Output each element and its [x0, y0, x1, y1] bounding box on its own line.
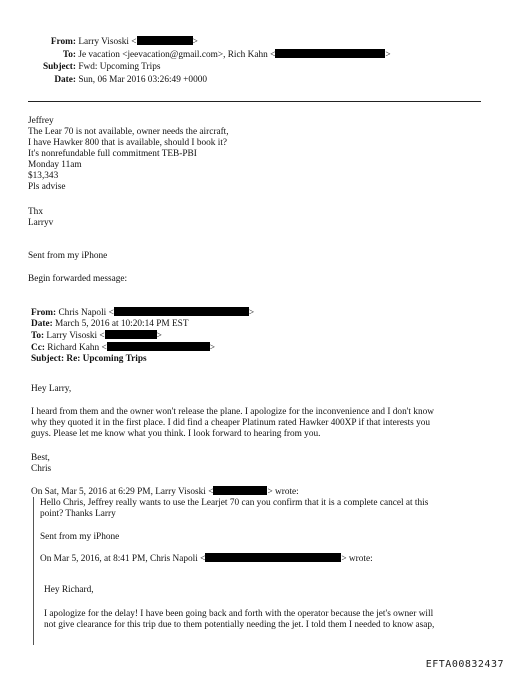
paragraph-line: I heard from them and the owner won't release the plane. I apologize for the inconvenience and I don't know [31, 407, 434, 417]
sent-from-iphone: Sent from my iPhone [28, 251, 108, 261]
header-from-label: From: [50, 37, 76, 47]
header-date-label: Date: [54, 75, 76, 85]
header-date-value: Sun, 06 Mar 2016 03:26:49 +0000 [78, 75, 208, 85]
quoted-block [40, 498, 428, 520]
fwd-to-value: Larry Visoski < [46, 331, 105, 341]
header-to-close: > [385, 50, 391, 60]
header-divider [28, 101, 481, 102]
header-subject-value: Fwd: Upcoming Trips [78, 62, 161, 72]
quote-bar [33, 497, 34, 645]
body-line: I have Hawker 800 that is available, should I book it? [28, 138, 228, 148]
greeting: Hey Larry, [31, 384, 72, 394]
on-sat-suffix: > wrote: [267, 487, 299, 497]
fwd-header [31, 307, 254, 365]
body-line: $13,343 [28, 171, 59, 181]
on-mar-prefix: On Mar 5, 2016, at 8:41 PM, Chris Napoli < [40, 554, 206, 564]
signoff-block [28, 207, 53, 229]
final-paragraph [44, 609, 434, 631]
best-line: Chris [31, 464, 52, 474]
header-from-close: > [192, 37, 198, 47]
paragraph-line: why they quoted it in the first place. I did find a cheaper Platinum rated Hawker 400XP if that interests you [31, 418, 431, 428]
body-block [28, 116, 229, 193]
on-mar-suffix: > wrote: [341, 554, 373, 564]
best-block [31, 453, 51, 475]
fwd-subject-value: Re: Upcoming Trips [66, 354, 147, 364]
redaction-block [205, 553, 341, 562]
best-line: Best, [31, 453, 50, 463]
header-from-row [0, 36, 198, 48]
header-date-row [0, 75, 207, 86]
header-from-value: Larry Visoski < [78, 37, 137, 47]
document-id: EFTA00832437 [425, 659, 504, 670]
fwd-from-close: > [248, 308, 255, 318]
fwd-from-row [31, 307, 254, 319]
fwd-from-value: Chris Napoli < [58, 308, 114, 318]
redaction-block [275, 49, 385, 58]
fwd-to-close: > [156, 331, 162, 341]
fwd-date-row [31, 319, 254, 330]
fwd-subject-label: Subject: [31, 354, 65, 364]
fwd-to-row [31, 330, 254, 342]
paragraph-1 [31, 407, 434, 440]
begin-forwarded: Begin forwarded message: [28, 274, 128, 284]
signoff-line: Thx [28, 207, 43, 217]
fwd-subject-row [31, 354, 254, 365]
redaction-block [114, 307, 249, 316]
header-subject-label: Subject: [42, 62, 76, 72]
quoted-sent-from: Sent from my iPhone [40, 532, 120, 542]
paragraph-line: guys. Please let me know what you think. I look forward to hearing from you. [31, 429, 321, 439]
body-line: Pls advise [28, 182, 66, 192]
fwd-to-label: To: [31, 331, 45, 341]
quoted-line: Hello Chris, Jeffrey really wants to use the Learjet 70 can you confirm that it is a complete cancel at this [40, 498, 429, 508]
fwd-from-label: From: [31, 308, 57, 318]
fwd-cc-row [31, 342, 254, 354]
body-line: Jeffrey [28, 116, 54, 126]
redaction-block [105, 330, 157, 339]
header-to-label: To: [62, 50, 76, 60]
body-line: It's nonrefundable full commitment TEB-PBI [28, 149, 197, 159]
quoted-line: point? Thanks Larry [40, 509, 116, 519]
final-line: not give clearance for this trip due to them potentially needing the jet. I told them I needed to know asap, [44, 620, 435, 630]
header-subject-row [0, 62, 160, 73]
header-to-value: Je vacation <jeevacation@gmail.com>, Rich Kahn < [78, 50, 276, 60]
redaction-block [107, 342, 210, 351]
body-line: Monday 11am [28, 160, 82, 170]
fwd-cc-close: > [209, 343, 215, 353]
fwd-cc-value: Richard Kahn < [47, 343, 107, 353]
redaction-block [213, 486, 267, 495]
signoff-line: Larryv [28, 218, 54, 228]
header-to-row [0, 49, 391, 61]
on-sat-prefix: On Sat, Mar 5, 2016 at 6:29 PM, Larry Visoski < [31, 487, 214, 497]
fwd-cc-label: Cc: [31, 343, 45, 353]
redaction-block [137, 36, 193, 45]
body-line: The Lear 70 is not available, owner needs the aircraft, [28, 127, 229, 137]
hey-richard: Hey Richard, [44, 585, 94, 595]
fwd-date-label: Date: [31, 319, 53, 329]
fwd-date-value: March 5, 2016 at 10:20:14 PM EST [55, 319, 189, 329]
final-line: I apologize for the delay! I have been going back and forth with the operator because the jet's owner will [44, 609, 434, 619]
on-sat-line [31, 486, 299, 498]
on-mar-line [40, 553, 373, 565]
